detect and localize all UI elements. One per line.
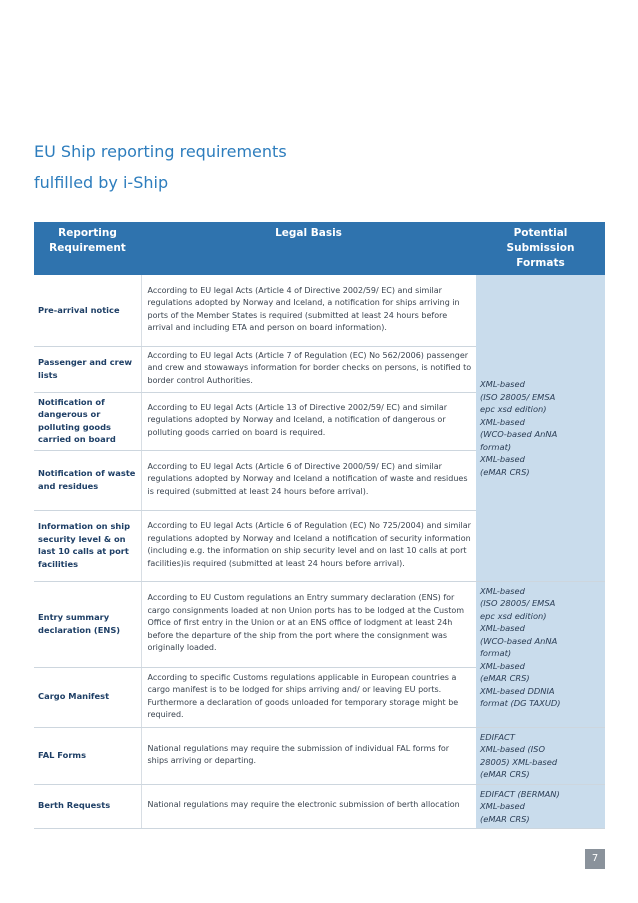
- format-line: XML-based (ISO: [480, 744, 545, 754]
- legal-basis-cell: According to EU legal Acts (Article 13 of Directive 2002/59/ EC) and similar regulations adopted by Norway and Iceland, a notification of dangerous or polluting goods carried on board is required.: [141, 392, 476, 450]
- format-line: epc xsd edition): [480, 404, 547, 415]
- format-line: EDIFACT: [480, 731, 515, 742]
- legal-basis-cell: National regulations may require the electronic submission of berth allocation: [141, 784, 476, 828]
- legal-basis-cell: According to EU legal Acts (Article 6 of Regulation (EC) No 725/2004) and similar regulations adopted by Norway and Iceland a notification of security information (including e.g. the information on ship security level and on last 10 calls at port facilities)is required (submitted at least 24 hours before arrival).: [141, 510, 476, 581]
- legal-basis-cell: According to specific Customs regulations applicable in European countries a cargo manifest is to be lodged for ships arriving and/ or leaving EU ports. Furthermore a declaration of goods unloaded for temporary storage might be required.: [141, 667, 476, 727]
- formats-cell: [476, 581, 605, 727]
- requirement-cell: Cargo Manifest: [34, 667, 141, 727]
- requirement-cell: Pre-arrival notice: [34, 275, 141, 346]
- table-row: [34, 784, 605, 828]
- format-line: (ISO 28005/ EMSA: [480, 391, 556, 402]
- header-formats: Potential Submission Formats: [476, 222, 605, 275]
- format-line: (eMAR CRS): [480, 813, 530, 824]
- requirement-cell: Notification of waste and residues: [34, 450, 141, 510]
- format-line: XML-based: [480, 454, 525, 465]
- legal-basis-cell: According to EU legal Acts (Article 4 of Directive 2002/59/ EC) and similar regulations adopted by Norway and Iceland, a notification for ships arriving in ports of the Member States is required (submitted at least 24 hours before arrival and including ETA and person on board information).: [141, 275, 476, 346]
- title-line-1: EU Ship reporting requirements: [34, 142, 287, 161]
- requirement-cell: FAL Forms: [34, 727, 141, 784]
- requirement-cell: Berth Requests: [34, 784, 141, 828]
- title-line-2: fulfilled by i-Ship: [34, 173, 169, 192]
- requirement-cell: Entry summary declaration (ENS): [34, 581, 141, 667]
- format-line: format): [480, 441, 512, 452]
- formats-cell: [476, 784, 605, 828]
- legal-basis-cell: National regulations may require the submission of individual FAL forms for ships arriving or departing.: [141, 727, 476, 784]
- format-line: (ISO 28005/ EMSA: [480, 598, 556, 608]
- legal-basis-cell: According to EU Custom regulations an Entry summary declaration (ENS) for cargo consignments loaded at non Union ports has to be lodged at the Custom Office of first entry in the Union or at an ENS office of lodgment at least 24h before the departure of the ship from the port where the consignment was originally loaded.: [141, 581, 476, 667]
- requirement-cell: Notification of dangerous or polluting goods carried on board: [34, 392, 141, 450]
- format-line: XML-based: [480, 623, 525, 633]
- requirement-cell: Passenger and crew lists: [34, 346, 141, 392]
- format-line: 28005) XML-based: [480, 756, 558, 767]
- format-line: (WCO-based AnNA: [480, 429, 558, 440]
- header-reporting-requirement: Reporting Requirement: [34, 222, 141, 275]
- format-line: XML-based: [480, 416, 525, 427]
- formats-cell: [476, 275, 605, 581]
- format-line: (eMAR CRS): [480, 673, 530, 683]
- table-row: [34, 727, 605, 784]
- format-line: XML-based: [480, 585, 525, 596]
- format-line: EDIFACT (BERMAN): [480, 788, 560, 799]
- format-line: (eMAR CRS): [480, 769, 530, 779]
- format-line: XML-based: [480, 801, 525, 811]
- format-line: epc xsd edition): [480, 610, 547, 621]
- table-row: [34, 581, 605, 667]
- requirements-table: [34, 222, 605, 829]
- format-line: XML-based DDNIA: [480, 685, 555, 696]
- format-line: XML-based: [480, 379, 525, 390]
- format-line: XML-based: [480, 660, 525, 671]
- legal-basis-cell: According to EU legal Acts (Article 6 of Directive 2000/59/ EC) and similar regulations adopted by Norway and Iceland a notification of waste and residues is required (submitted at least 24 hours before arrival).: [141, 450, 476, 510]
- format-line: format (DG TAXUD): [480, 698, 561, 708]
- format-line: (WCO-based AnNA: [480, 635, 558, 646]
- format-line: format): [480, 648, 512, 658]
- legal-basis-cell: According to EU legal Acts (Article 7 of Regulation (EC) No 562/2006) passenger and crew and stowaways information for border checks on persons, is notified to border control Authorities.: [141, 346, 476, 392]
- requirement-cell: Information on ship security level & on last 10 calls at port facilities: [34, 510, 141, 581]
- page-number: 7: [585, 849, 605, 869]
- table-header-row: [34, 222, 605, 275]
- formats-cell: [476, 727, 605, 784]
- page-title: [34, 136, 594, 198]
- header-legal-basis: Legal Basis: [141, 222, 476, 275]
- table-row: [34, 275, 605, 346]
- format-line: (eMAR CRS): [480, 466, 530, 477]
